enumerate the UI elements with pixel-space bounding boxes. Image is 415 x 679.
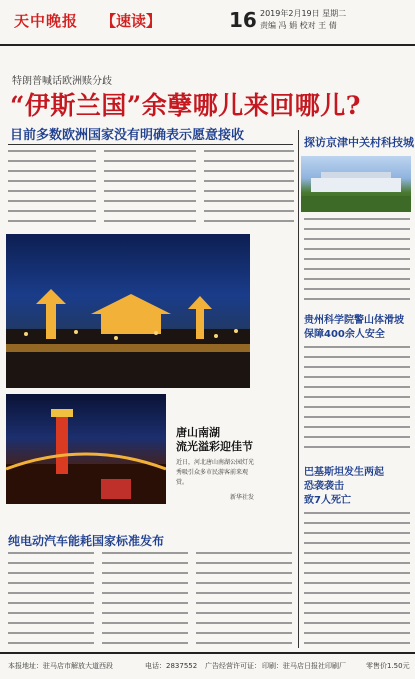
masthead: 天中晚报 (14, 12, 79, 30)
photo-caption (176, 426, 254, 522)
lead-body-col1 (8, 150, 96, 230)
page-number: 16 (229, 8, 257, 32)
right-story1-title: 探访京津中关村科技城 (304, 136, 414, 149)
date-text: 2019年2月19日 星期二 (260, 9, 347, 18)
right-story3-body (304, 512, 410, 646)
bridge-photo (6, 394, 166, 504)
dateline (260, 8, 410, 32)
photo-illustration-3 (301, 156, 411, 212)
lead-body-col2 (104, 150, 196, 230)
car-body-col1 (8, 552, 94, 644)
footer-phone: 电话：2837552 (145, 662, 198, 670)
right-story3-title: 巴基斯坦发生两起 恐袭袭击 致7人死亡 (304, 467, 384, 506)
page-footer (0, 652, 415, 679)
right-story1-body (304, 218, 410, 308)
caption-credit: 新华社发 (229, 494, 254, 501)
car-headline: 纯电动汽车能耗国家标准发布 (8, 534, 165, 548)
column-divider (298, 130, 299, 648)
divider (8, 144, 293, 145)
right-story2-body (304, 346, 410, 456)
footer-ad-permit: 广告经营许可证： (205, 662, 261, 670)
lanterns-photo (6, 234, 250, 388)
tech-city-photo (301, 156, 411, 212)
lead-kicker: 特朗普喊话欧洲赎分歧 (12, 76, 112, 87)
page-header (0, 0, 415, 46)
lead-headline: “伊斯兰国”余孽哪儿来回哪儿? (10, 91, 361, 120)
photo-illustration (6, 234, 250, 388)
right-story2-title: 贵州科学院警山体滑坡 保障400余人安全 (304, 315, 404, 340)
footer-print: 印刷：驻马店日报社印刷厂 (262, 662, 346, 670)
photo-illustration-2 (6, 394, 166, 504)
lead-body-col3 (204, 150, 294, 230)
car-body-col3 (196, 552, 292, 644)
caption-body: 近日，河北唐山南湖公园灯光秀吸引众多市民游客前来观赏。 (176, 459, 255, 486)
car-body-col2 (102, 552, 188, 644)
footer-address: 本报地址：驻马店市解放大道西段 (8, 662, 113, 670)
editor-text: 责编 冯 娟 校对 王 倩 (260, 21, 337, 30)
footer-price: 零售价1.50元 (366, 662, 410, 670)
section-name: 【速读】 (101, 12, 162, 30)
caption-title: 唐山南湖 流光溢彩迎佳节 (176, 426, 253, 453)
lead-subhead: 目前多数欧洲国家没有明确表示愿意接收 (10, 128, 245, 143)
